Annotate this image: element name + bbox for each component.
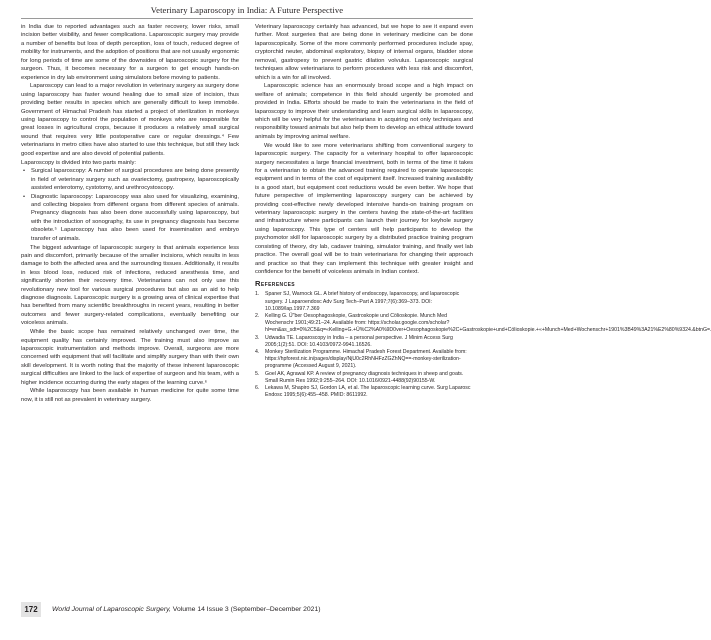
journal-citation xyxy=(52,604,321,615)
page-number: 172 xyxy=(21,602,41,617)
journal-name: World Journal of Laparoscopic Surgery, xyxy=(52,606,171,613)
paragraph: While laparoscopy has been available in human medicine for quite some time now, it is still not as prevalent in veterinary surgery. xyxy=(21,388,239,403)
bullet-list xyxy=(21,167,239,243)
paragraph: We would like to see more veterinarians shifting from conventional surgery to laparoscopic surgery. The capacity for a veterinary hospital to offer laparoscopic surgery necessitates a large financial investment, both in terms of the time it takes for a veterinarian to obtain the advanced training required to operate laparoscopic equipment and in terms of the cost of equipment itself. Increased training availability is a good start, but equipment cost reductions would be even better. We hope that future perspective of implementing laparoscopy surgery can be achieved by providing cost-effective newly developed intensive hands-on training program on veterinary laparoscopic surgery in the centers having the state-of-the-art facilities and infrastructure where participants can launch their journey for keyhole surgery using laparoscopy. This type of centers will help participants to develop the psychomotor skill for laparoscopic surgery by a distributed practice training program consisting of theory, dry lab, cadaver training, simulator training, and finally wet lab practice. The overall goal will be to train veterinarians for changing their approach and practice so that they can implement this technique with greater insight and confidence for the benefit of voiceless animals in Indian context. xyxy=(255,142,473,276)
left-column xyxy=(21,23,239,405)
paragraph: in India due to reported advantages such as faster recovery, lower risks, small incision better visibility, and fewer complications. Laparoscopic surgery may provide a number of benefits but loss of depth perception, loss of touch, reduced degree of mobility for instruments, and the adoption of positions that are not usually ergonomic for long periods of time are some of the downsides of laparoscopic surgery for the surgeon. Thus, it becomes necessary for a surgeon to get enough hands-on experience in dry lab environment using simulators before moving to patients. xyxy=(21,24,239,81)
list-item xyxy=(23,193,239,244)
reference-number: 4. xyxy=(255,349,260,356)
journal-issue: Volume 14 Issue 3 (September–December 2021) xyxy=(172,606,321,613)
reference-number: 3. xyxy=(255,334,260,341)
reference-item xyxy=(255,349,473,371)
paragraph: The biggest advantage of laparoscopic surgery is that animals experience less pain and discomfort, primarily because of the smaller incisions, which results in less damage to both the affected area and the surrounding tissues. Additionally, it results in less blood loss, reduced risk of infections, reduced anesthesia time, and significantly shorten their recovery time. Veterinarians can not only use this revolutionary new tool for various surgical procedures but also as an aid to help diagnose diagnosis. Laparoscopic surgery is a growing area of clinical expertise that has benefited from many scientific breakthroughs in recent years, resulting in better outcomes and fewer surgery-related complications, eventually benefiting our voiceless animals. xyxy=(21,244,239,327)
bullet-icon: • xyxy=(23,193,26,200)
list-item-text: Surgical laparoscopy: A number of surgical procedures are being done presently in field of veterinary surgery such as ovariectomy, gastropexy, laparoscopically assisted enterotomy, cystotomy, and urethrocystoscopy. xyxy=(31,168,239,192)
reference-item xyxy=(255,371,473,385)
reference-text: Udwadia TE. Laparoscopy in India – a personal perspective. J Minim Access Surg 2005;1(2):51. DOI: 10.4103/0972-9941.16526. xyxy=(265,334,453,348)
right-column xyxy=(255,23,711,399)
reference-number: 2. xyxy=(255,313,260,320)
reference-text: Goel AK, Agrawal KP. A review of pregnancy diagnosis techniques in sheep and goats. Small Rumin Res 1992;9:255–264. DOI: 10.1016/0921-4488(92)90155-W. xyxy=(265,370,464,384)
reference-number: 1. xyxy=(255,291,260,298)
reference-number: 5. xyxy=(255,370,260,377)
paragraph: Laparoscopy can lead to a major revolution in veterinary surgery as surgery done using laparoscopy has faster wound healing due to small size of incision, thus providing better results in species which are generally difficult to keep immobile. Government of Himachal Pradesh has started a project of sterilization in monkeys using laparoscopy to control the population of monkeys who are responsible for great losses in agricultural crops, because it produces a relatively small surgical wound that requires very little postoperative care or regular dressings.⁴ Few veterinarians in metro cities have also started to use this technique, but still they lack good expertise and are also devoid of potential patients. xyxy=(21,83,239,157)
paragraph: While the basic scope has remained relatively unchanged over time, the equipment quality has certainly improved. The training must also improve as laparoscopic instrumentation and methods improve. Overall, surgeons are more concerned with equipment that will facilitate and simplify surgery than with their own skill development. It is worth noting that the majority of these inherent laparoscopic surgical difficulties are linked to the lack of expertise of surgeon and his team, with a higher incidence occurring during the early stages of the learning curve.⁶ xyxy=(21,329,239,386)
reference-item xyxy=(255,385,473,399)
paragraph: Laparoscopic science has an enormously broad scope and a high impact on welfare of animals; competence in this field should urgently be promoted and provided in India. Efforts should be made to train the veterinarians in the field of laparoscopy to improve their understanding and learn surgical skills in laparoscopy, which will be very helpful for the veterinarians in acquiring not only techniques and responsibility toward animals but also help them to develop an ethical attitude toward animals by improving animal welfare. xyxy=(255,83,473,140)
header-rule xyxy=(21,18,473,19)
running-title: Veterinary Laparoscopy in India: A Future Perspective xyxy=(150,5,344,15)
page-footer xyxy=(21,602,473,618)
bullet-icon: • xyxy=(23,168,26,175)
list-item-text: Diagnostic laparoscopy: Laparoscopy was also used for visualizing, examining, and collecting biopsies from different organs from different species of animals. Pregnancy diagnosis has also been done successfully using laparoscopy, but with the introduction of sonography, its use in pregnancy diagnosis has become obsolete.⁵ Laparoscopy has also been used for insemination and embryo transfer of animals. xyxy=(31,193,239,242)
list-item xyxy=(23,167,239,192)
reference-item xyxy=(255,335,473,349)
reference-item xyxy=(255,313,711,335)
reference-item xyxy=(255,291,473,313)
references-heading: References xyxy=(255,279,296,289)
paragraph: Veterinary laparoscopy certainly has advanced, but we hope to see it expand even further. Most surgeries that are being done in veterinary medicine can be done laparoscopically. Some of the more commonly performed procedures include spay, cryptorchid neuter, abdominal exploratory, biopsy of internal organs, bladder stone removal, gastropexy to prevent gastric dilation volvulus. Laparoscopic surgical techniques allow veterinarians to perform procedures with less risk and discomfort, which is a win for all involved. xyxy=(255,24,473,81)
reference-text: Kelling G. Ü"ber Oesophagoskopie, Gastroskopie und Cölioskopie. Munch Med Wochenschr 1901;49:21–24. Available from: https://scholar.google.com/scholar?hl=en&as_sdt=0%2C5&q=«Kelling+G.+Ü%C2%A0%9D0ver+Oesophagoskopie%2C+Gastroskopie+und+Cölioskopie.+«+Munch+Med+Wochenschr+1901%3B49%3A21%E2%80%9324.&btnG=. xyxy=(265,313,711,334)
reference-list xyxy=(255,291,711,399)
paragraph: Laparoscopy is divided into two parts mainly: xyxy=(21,159,137,166)
reference-text: Spaner SJ, Warnock GL. A brief history of endoscopy, laparoscopy, and laparoscopic surgery. J Laparoendosc Adv Surg Tech–Part A 1997;7(6):369–373. DOI: 10.1089/lap.1997.7.369 xyxy=(265,291,460,312)
reference-text: Monkey Sterilization Programme. Himachal Pradesh Forest Department. Available from: https://hpforest.nic.in/pages/display/NjU0c2RhNHFzZGZhNQ==-monkey-sterilization-programme (Accessed August 9, 2021). xyxy=(265,349,467,370)
reference-number: 6. xyxy=(255,385,260,392)
reference-text: Lekawa M, Shapiro SJ, Gordon LA, et al. The laparoscopic learning curve. Surg Laparosc Endosc 1995;5(6):455–458. PMID: 8611992. xyxy=(265,385,471,399)
